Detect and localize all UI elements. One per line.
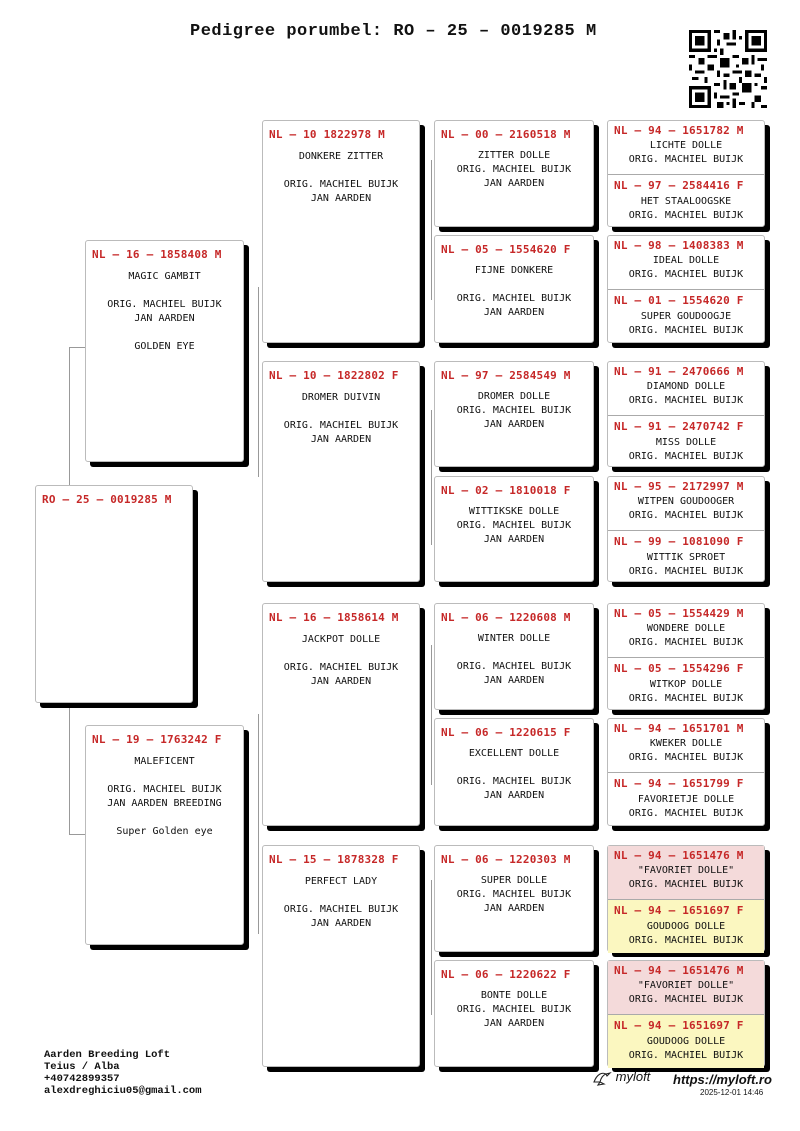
great-grandparent-card[interactable] <box>434 960 594 1067</box>
detail-line: JAN AARDEN <box>483 178 545 189</box>
ring-number: NL – 06 – 1220615 F <box>441 726 571 739</box>
ancestor-cell-highlighted[interactable] <box>608 846 764 899</box>
dam-card[interactable] <box>85 725 244 945</box>
ring-number: NL – 91 – 2470666 M <box>614 365 744 378</box>
detail-line: DROMER DOLLE <box>477 391 551 402</box>
detail-line: LICHTE DOLLE <box>649 140 723 151</box>
connector-line <box>431 410 432 545</box>
website-link[interactable]: https://myloft.ro <box>673 1072 772 1087</box>
bird-details <box>608 675 764 706</box>
detail-line <box>86 326 243 340</box>
bird-details <box>263 624 419 689</box>
detail-line: ORIG. MACHIEL BUIJK <box>456 889 572 900</box>
bird-details <box>435 382 593 432</box>
grandparent-card[interactable] <box>262 603 420 826</box>
bird-details <box>608 433 764 464</box>
gen4-pair-card <box>607 235 765 343</box>
pigeon-icon <box>592 1070 612 1086</box>
detail-line: FAVORIETJE DOLLE <box>637 794 735 805</box>
detail-line: ORIG. MACHIEL BUIJK <box>456 164 572 175</box>
detail-line: ORIG. MACHIEL BUIJK <box>628 325 744 336</box>
detail-line: WONDERE DOLLE <box>646 623 726 634</box>
detail-line: WITTIK SPROET <box>646 552 726 563</box>
detail-line: ORIG. MACHIEL BUIJK <box>283 662 399 673</box>
great-grandparent-card[interactable] <box>434 845 594 952</box>
detail-line: ZITTER DOLLE <box>477 150 551 161</box>
owner-contact <box>44 1049 202 1097</box>
detail-line: ORIG. MACHIEL BUIJK <box>456 293 572 304</box>
grandparent-card[interactable] <box>262 120 420 343</box>
detail-line: ORIG. MACHIEL BUIJK <box>283 420 399 431</box>
detail-line: ORIG. MACHIEL BUIJK <box>628 269 744 280</box>
grandparent-card[interactable] <box>262 361 420 582</box>
page-title: Pedigree porumbel: RO – 25 – 0019285 M <box>190 22 597 41</box>
detail-line: MAGIC GAMBIT <box>128 271 201 282</box>
bird-details <box>608 493 764 523</box>
detail-line: JAN AARDEN <box>483 1018 545 1029</box>
bird-details <box>608 548 764 579</box>
bird-details <box>86 261 243 354</box>
detail-line: JAN AARDEN <box>310 918 372 929</box>
gen4-pair-card <box>607 603 765 710</box>
bird-details <box>608 1032 764 1063</box>
detail-line: ORIG. MACHIEL BUIJK <box>628 879 744 890</box>
detail-line: IDEAL DOLLE <box>652 255 720 266</box>
great-grandparent-card[interactable] <box>434 235 594 343</box>
detail-line: GOLDEN EYE <box>134 341 195 352</box>
detail-line: DONKERE ZITTER <box>298 151 384 162</box>
ring-number: NL – 01 – 1554620 F <box>614 294 744 307</box>
detail-line <box>86 811 243 825</box>
detail-line: ORIG. MACHIEL BUIJK <box>628 154 744 165</box>
detail-line: JACKPOT DOLLE <box>301 634 381 645</box>
connector-line <box>258 287 259 477</box>
bird-details <box>435 981 593 1031</box>
detail-line: JAN AARDEN <box>483 419 545 430</box>
ancestor-cell[interactable] <box>608 657 764 711</box>
bird-details <box>608 790 764 821</box>
print-date: 2025-12-01 14:46 <box>700 1088 764 1097</box>
detail-line: JAN AARDEN <box>483 790 545 801</box>
ancestor-cell[interactable] <box>608 362 764 415</box>
ancestor-cell[interactable] <box>608 719 764 772</box>
detail-line: KWEKER DOLLE <box>649 738 723 749</box>
ring-number: NL – 99 – 1081090 F <box>614 535 744 548</box>
ring-number: NL – 06 – 1220303 M <box>441 853 571 866</box>
ring-number: NL – 15 – 1878328 F <box>269 853 399 866</box>
ring-number: NL – 10 – 1822802 F <box>269 369 399 382</box>
detail-line: FIJNE DONKERE <box>474 265 554 276</box>
bird-details <box>435 497 593 547</box>
detail-line: JAN AARDEN <box>310 193 372 204</box>
gen4-pair-card <box>607 845 765 952</box>
connector-line <box>431 160 432 300</box>
ring-number: NL – 10 1822978 M <box>269 128 385 141</box>
detail-line: SUPER DOLLE <box>480 875 548 886</box>
bird-details <box>608 307 764 338</box>
ancestor-cell[interactable] <box>608 530 764 583</box>
bird-details <box>608 620 764 650</box>
gen4-pair-card <box>607 476 765 582</box>
detail-line: BONTE DOLLE <box>480 990 548 1001</box>
detail-line: ORIG. MACHIEL BUIJK <box>628 451 744 462</box>
bird-details <box>608 252 764 282</box>
ancestor-cell[interactable] <box>608 415 764 468</box>
detail-line: DROMER DUIVIN <box>301 392 381 403</box>
ring-number: NL – 91 – 2470742 F <box>614 420 744 433</box>
gen4-pair-card <box>607 120 765 227</box>
bird-details <box>435 141 593 191</box>
bird-details <box>608 137 764 167</box>
connector-line <box>69 834 86 835</box>
ring-number: NL – 94 – 1651799 F <box>614 777 744 790</box>
bird-details <box>86 746 243 839</box>
ancestor-cell[interactable] <box>608 477 764 530</box>
ring-number: NL – 97 – 2584416 F <box>614 179 744 192</box>
bird-details <box>263 866 419 931</box>
ring-number: NL – 94 – 1651782 M <box>614 124 744 137</box>
detail-line: ORIG. MACHIEL BUIJK <box>107 299 222 310</box>
detail-line: ORIG. MACHIEL BUIJK <box>628 566 744 577</box>
ring-number: RO – 25 – 0019285 M <box>42 493 172 506</box>
bird-details <box>263 382 419 447</box>
ancestor-cell[interactable] <box>608 236 764 289</box>
detail-line: ORIG. MACHIEL BUIJK <box>628 994 744 1005</box>
myloft-logo <box>592 1069 650 1086</box>
ring-number: NL – 02 – 1810018 F <box>441 484 571 497</box>
bird-details <box>608 917 764 948</box>
bird-details <box>608 977 764 1007</box>
detail-line: PERFECT LADY <box>304 876 378 887</box>
detail-line: JAN AARDEN <box>483 534 545 545</box>
detail-line: ORIG. MACHIEL BUIJK <box>456 661 572 672</box>
ancestor-cell-highlighted[interactable] <box>608 961 764 1014</box>
detail-line: ORIG. MACHIEL BUIJK <box>628 935 744 946</box>
detail-line: Super Golden eye <box>116 826 213 837</box>
detail-line: ORIG. MACHIEL BUIJK <box>283 179 399 190</box>
detail-line: ORIG. MACHIEL BUIJK <box>628 510 744 521</box>
detail-line: MALEFICENT <box>134 756 195 767</box>
ancestor-cell-highlighted[interactable] <box>608 899 764 953</box>
detail-line: WITPEN GOUDOOGER <box>637 496 735 507</box>
detail-line: ORIG. MACHIEL BUIJK <box>628 637 744 648</box>
gen4-pair-card <box>607 361 765 467</box>
detail-line: MISS DOLLE <box>655 437 717 448</box>
bird-details <box>608 378 764 408</box>
qr-code-icon <box>689 30 767 108</box>
bird-details <box>435 866 593 916</box>
ring-number: NL – 05 – 1554296 F <box>614 662 744 675</box>
detail-line: ORIG. MACHIEL BUIJK <box>628 752 744 763</box>
ring-number: NL – 16 – 1858614 M <box>269 611 399 624</box>
detail-line: ORIG. MACHIEL BUIJK <box>456 520 572 531</box>
ring-number: NL – 05 – 1554429 M <box>614 607 744 620</box>
detail-line <box>263 889 419 903</box>
ring-number: NL – 94 – 1651697 F <box>614 904 744 917</box>
detail-line <box>263 405 419 419</box>
detail-line: ORIG. MACHIEL BUIJK <box>456 405 572 416</box>
sire-card[interactable] <box>85 240 244 462</box>
detail-line: ORIG. MACHIEL BUIJK <box>628 808 744 819</box>
detail-line: WITKOP DOLLE <box>649 679 723 690</box>
detail-line: SUPER GOUDOOGJE <box>640 311 732 322</box>
detail-line <box>435 761 593 775</box>
owner-name: Aarden Breeding Loft <box>44 1049 171 1061</box>
detail-line: ORIG. MACHIEL BUIJK <box>456 1004 572 1015</box>
ancestor-cell[interactable] <box>608 604 764 657</box>
detail-line: ORIG. MACHIEL BUIJK <box>628 210 744 221</box>
owner-location: Teius / Alba <box>44 1061 120 1073</box>
ring-number: NL – 94 – 1651476 M <box>614 964 744 977</box>
detail-line: JAN AARDEN <box>483 903 545 914</box>
great-grandparent-card[interactable] <box>434 120 594 227</box>
detail-line <box>263 164 419 178</box>
bird-details <box>608 735 764 765</box>
detail-line <box>263 647 419 661</box>
ancestor-cell[interactable] <box>608 174 764 228</box>
ring-number: NL – 94 – 1651701 M <box>614 722 744 735</box>
detail-line <box>435 278 593 292</box>
great-grandparent-card[interactable] <box>434 361 594 467</box>
detail-line: WITTIKSKE DOLLE <box>468 506 560 517</box>
great-grandparent-card[interactable] <box>434 603 594 710</box>
ancestor-cell[interactable] <box>608 289 764 344</box>
bird-details <box>263 141 419 206</box>
detail-line: "FAVORIET DOLLE" <box>637 865 735 876</box>
detail-line: "FAVORIET DOLLE" <box>637 980 735 991</box>
gen4-pair-card <box>607 718 765 826</box>
detail-line <box>86 769 243 783</box>
ring-number: NL – 05 – 1554620 F <box>441 243 571 256</box>
detail-line: JAN AARDEN <box>134 313 195 324</box>
detail-line: DIAMOND DOLLE <box>646 381 726 392</box>
detail-line: JAN AARDEN BREEDING <box>107 798 222 809</box>
connector-line <box>258 714 259 934</box>
detail-line: ORIG. MACHIEL BUIJK <box>628 693 744 704</box>
detail-line <box>435 646 593 660</box>
pedigree-subject-card[interactable] <box>35 485 193 703</box>
brand-name: myloft <box>615 1069 651 1084</box>
great-grandparent-card[interactable] <box>434 476 594 582</box>
bird-details <box>608 192 764 223</box>
connector-line <box>69 347 86 348</box>
ring-number: NL – 06 – 1220622 F <box>441 968 571 981</box>
detail-line: GOUDOOG DOLLE <box>646 1036 726 1047</box>
gen4-pair-card <box>607 960 765 1067</box>
ancestor-cell[interactable] <box>608 772 764 827</box>
owner-email[interactable]: alexdreghiciu05@gmail.com <box>44 1085 202 1097</box>
bird-details <box>435 739 593 803</box>
bird-details <box>435 256 593 320</box>
detail-line: GOUDOOG DOLLE <box>646 921 726 932</box>
detail-line: ORIG. MACHIEL BUIJK <box>628 1050 744 1061</box>
detail-line: ORIG. MACHIEL BUIJK <box>107 784 222 795</box>
ring-number: NL – 95 – 2172997 M <box>614 480 744 493</box>
detail-line: JAN AARDEN <box>310 434 372 445</box>
ring-number: NL – 94 – 1651476 M <box>614 849 744 862</box>
ring-number: NL – 94 – 1651697 F <box>614 1019 744 1032</box>
detail-line: JAN AARDEN <box>483 675 545 686</box>
bird-details <box>435 624 593 688</box>
connector-line <box>431 880 432 1015</box>
ring-number: NL – 06 – 1220608 M <box>441 611 571 624</box>
ring-number: NL – 16 – 1858408 M <box>92 248 222 261</box>
ancestor-cell-highlighted[interactable] <box>608 1014 764 1068</box>
detail-line: ORIG. MACHIEL BUIJK <box>456 776 572 787</box>
detail-line: EXCELLENT DOLLE <box>468 748 560 759</box>
ring-number: NL – 97 – 2584549 M <box>441 369 571 382</box>
ring-number: NL – 19 – 1763242 F <box>92 733 222 746</box>
detail-line: ORIG. MACHIEL BUIJK <box>628 395 744 406</box>
detail-line <box>86 284 243 298</box>
bird-details <box>608 862 764 892</box>
detail-line: HET STAALOOGSKE <box>640 196 732 207</box>
detail-line: ORIG. MACHIEL BUIJK <box>283 904 399 915</box>
owner-phone[interactable]: +40742899357 <box>44 1073 120 1085</box>
ring-number: NL – 00 – 2160518 M <box>441 128 571 141</box>
detail-line: JAN AARDEN <box>483 307 545 318</box>
ring-number: NL – 98 – 1408383 M <box>614 239 744 252</box>
connector-line <box>431 645 432 785</box>
detail-line: WINTER DOLLE <box>477 633 551 644</box>
detail-line: JAN AARDEN <box>310 676 372 687</box>
grandparent-card[interactable] <box>262 845 420 1067</box>
great-grandparent-card[interactable] <box>434 718 594 826</box>
ancestor-cell[interactable] <box>608 121 764 174</box>
